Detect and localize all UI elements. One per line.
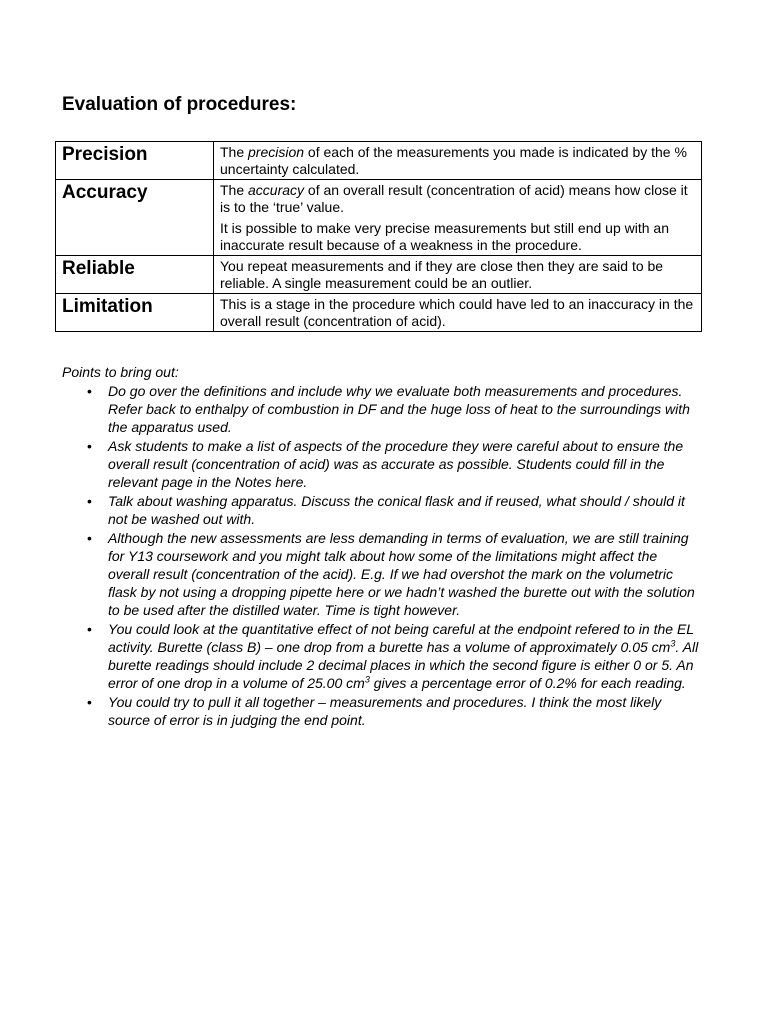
description-paragraph: The precision of each of the measurements you made is indicated by the % uncertainty calculated. bbox=[220, 144, 687, 177]
list-item: • Although the new assessments are less demanding in terms of evaluation, we are still training for Y13 coursework and you might talk about how some of the limitations might affect the overall result (concentration of the acid). E.g. If we had overshot the mark on the volumetric flask by not using a dropping pipette here or we hadn’t washed the burette out with the solution to be used after the distilled water. Time is tight however. bbox=[87, 530, 695, 618]
points-section bbox=[62, 363, 702, 730]
bullet-icon: • bbox=[87, 438, 92, 454]
table-row bbox=[56, 294, 702, 332]
description-cell bbox=[214, 180, 702, 256]
points-list bbox=[62, 382, 702, 729]
term-cell: Limitation bbox=[56, 294, 214, 332]
page-title: Evaluation of procedures: bbox=[62, 94, 297, 115]
term-cell: Precision bbox=[56, 142, 214, 180]
bullet-icon: • bbox=[87, 493, 92, 509]
list-item: • Ask students to make a list of aspects of the procedure they were careful about to ensure the overall result (concentration of acid) was as accurate as possible. Students could fill in the relevant page in the Notes here. bbox=[87, 438, 684, 490]
list-item: • Do go over the definitions and include why we evaluate both measurements and procedures. Refer back to enthalpy of combustion in DF and the huge loss of heat to the surroundings with the apparatus used. bbox=[87, 383, 690, 435]
list-item: • Talk about washing apparatus. Discuss the conical flask and if reused, what should / should it not be washed out with. bbox=[87, 493, 685, 527]
bullet-icon: • bbox=[87, 530, 92, 546]
list-item: • You could try to pull it all together – measurements and procedures. I think the most likely source of error is in judging the end point. bbox=[87, 694, 662, 728]
term-cell: Reliable bbox=[56, 256, 214, 294]
description-cell bbox=[214, 294, 702, 332]
term-cell: Accuracy bbox=[56, 180, 214, 256]
bullet-icon: • bbox=[87, 383, 92, 399]
description-paragraph: It is possible to make very precise measurements but still end up with an inaccurate result because of a weakness in the procedure. bbox=[220, 220, 669, 253]
bullet-icon: • bbox=[87, 694, 92, 710]
bullet-icon: • bbox=[87, 621, 92, 637]
description-paragraph: You repeat measurements and if they are close then they are said to be reliable. A single measurement could be an outlier. bbox=[220, 258, 664, 291]
description-cell bbox=[214, 142, 702, 180]
list-item: • You could look at the quantitative effect of not being careful at the endpoint refered to in the EL activity. Burette (class B) – one drop from a burette has a volume of approximately 0.05 $cm^3$. All burette readings should include 2 decimal places in which the second figure is either 0 or 5. An error of one drop in a volume of 25.00 $cm^3$ gives a percentage error of 0.2% for each reading. bbox=[87, 621, 699, 691]
table-row bbox=[56, 180, 702, 256]
table-row bbox=[56, 256, 702, 294]
description-paragraph: The accuracy of an overall result (concentration of acid) means how close it is to the ‘true’ value. bbox=[220, 182, 688, 215]
table-row bbox=[56, 142, 702, 180]
points-heading: Points to bring out: bbox=[62, 364, 179, 380]
definitions-table bbox=[55, 141, 702, 332]
description-paragraph: This is a stage in the procedure which could have led to an inaccuracy in the overall result (concentration of acid). bbox=[220, 296, 694, 329]
description-cell bbox=[214, 256, 702, 294]
